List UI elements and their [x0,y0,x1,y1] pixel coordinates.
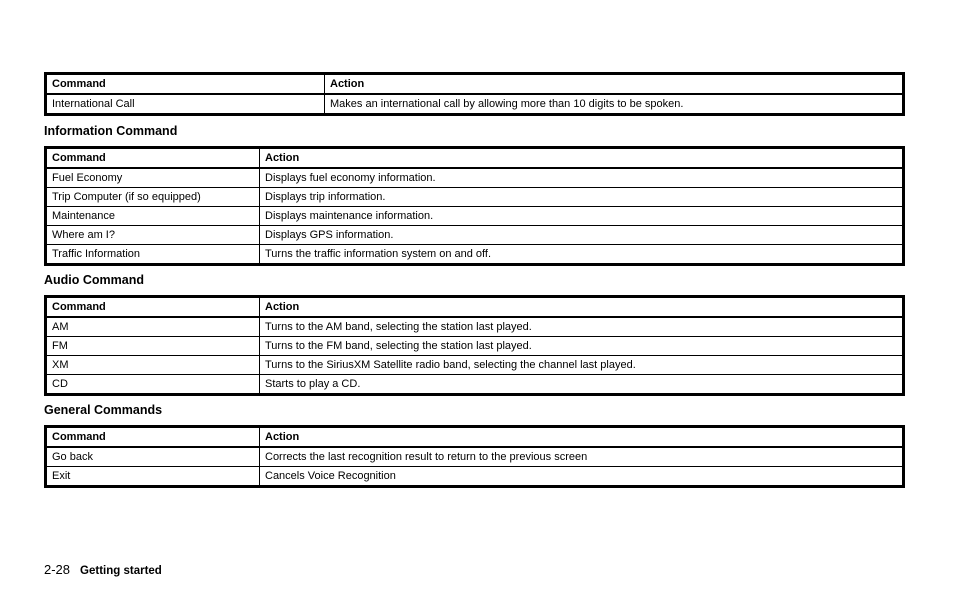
command-cell: CD [46,375,260,395]
table-row [46,467,904,487]
command-cell: Trip Computer (if so equipped) [46,188,260,207]
header-action: Action [260,297,904,318]
action-cell: Displays trip information. [260,188,904,207]
table-row [46,168,904,188]
table-row [46,317,904,337]
command-cell: Go back [46,447,260,467]
table-row [46,337,904,356]
header-command: Command [46,74,325,95]
table-header-row [46,74,904,95]
command-cell: FM [46,337,260,356]
table-row [46,188,904,207]
action-cell: Cancels Voice Recognition [260,467,904,487]
action-cell: Displays GPS information. [260,226,904,245]
table-row [46,447,904,467]
table-row [46,356,904,375]
section-title-information: Information Command [44,124,178,138]
table-row [46,207,904,226]
action-cell: Starts to play a CD. [260,375,904,395]
header-command: Command [46,148,260,169]
header-action: Action [260,148,904,169]
command-cell: Maintenance [46,207,260,226]
table-header-row [46,148,904,169]
action-cell: Displays fuel economy information. [260,168,904,188]
action-cell: Turns to the FM band, selecting the station last played. [260,337,904,356]
footer-section-title: Getting started [80,565,162,577]
header-action: Action [325,74,904,95]
header-command: Command [46,427,260,448]
command-cell: International Call [46,94,325,115]
action-cell: Makes an international call by allowing more than 10 digits to be spoken. [325,94,904,115]
table-row [46,94,904,115]
header-action: Action [260,427,904,448]
general-commands-table [44,425,905,488]
action-cell: Turns the traffic information system on and off. [260,245,904,265]
international-call-table [44,72,905,116]
command-cell: XM [46,356,260,375]
action-cell: Turns to the SiriusXM Satellite radio band, selecting the channel last played. [260,356,904,375]
table-row [46,375,904,395]
action-cell: Turns to the AM band, selecting the station last played. [260,317,904,337]
information-command-table [44,146,905,266]
command-cell: Traffic Information [46,245,260,265]
table-row [46,245,904,265]
table-row [46,226,904,245]
table-header-row [46,297,904,318]
command-cell: Where am I? [46,226,260,245]
page-number: 2-28 [44,562,71,577]
section-title-general: General Commands [44,403,163,417]
header-command: Command [46,297,260,318]
action-cell: Corrects the last recognition result to return to the previous screen [260,447,904,467]
command-cell: Fuel Economy [46,168,260,188]
command-cell: AM [46,317,260,337]
table-header-row [46,427,904,448]
command-cell: Exit [46,467,260,487]
section-title-audio: Audio Command [44,273,144,287]
page-footer [44,562,162,577]
action-cell: Displays maintenance information. [260,207,904,226]
audio-command-table [44,295,905,396]
